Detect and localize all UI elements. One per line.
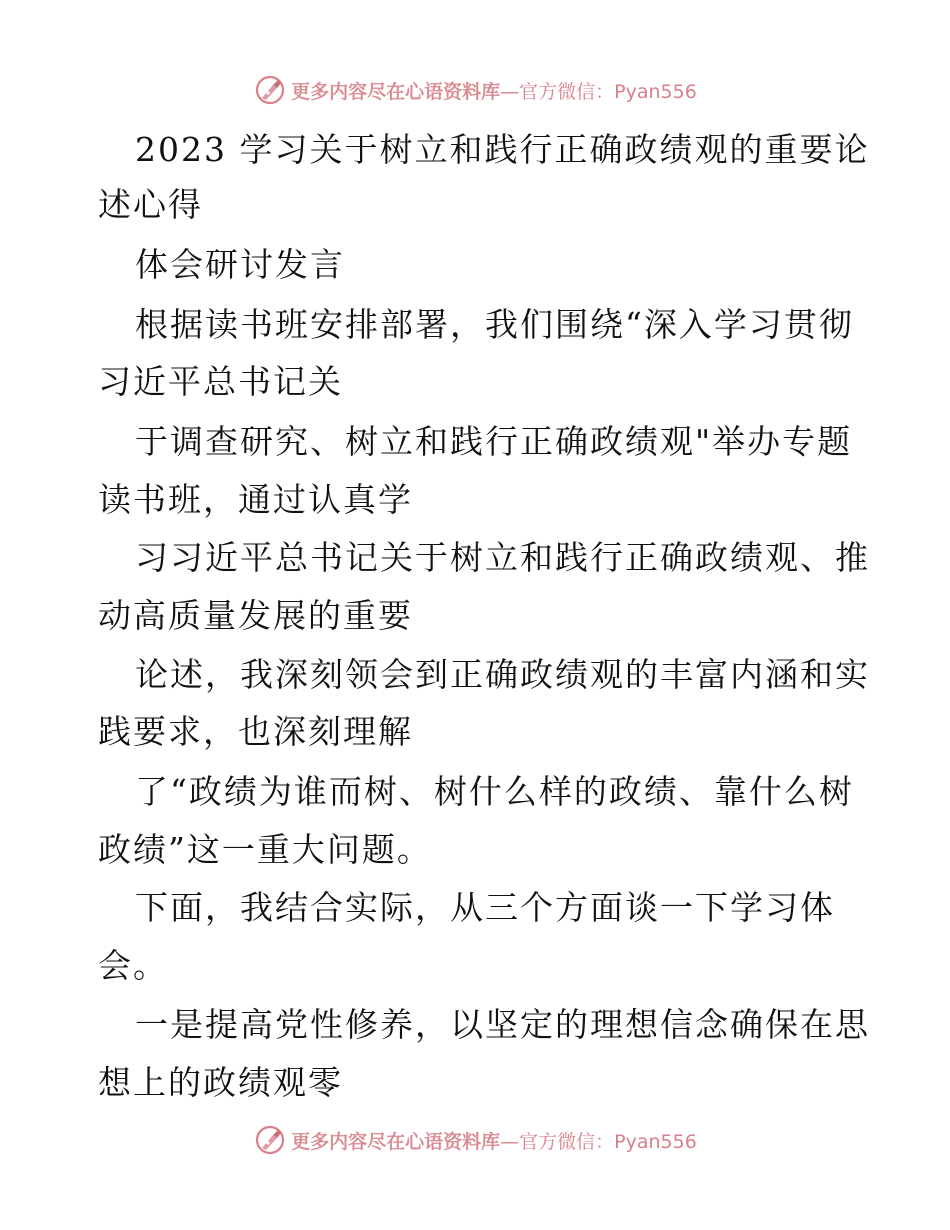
watermark-contact: 官方微信：Pyan556 [519, 80, 697, 103]
watermark-text [291, 77, 697, 104]
watermark-text [291, 1127, 697, 1154]
paragraph-line: 读书班，通过认真学 [98, 480, 413, 519]
title-line-2: 述心得 [98, 185, 203, 224]
title-line-1: 2023 学习关于树立和践行正确政绩观的重要论 [135, 130, 870, 169]
watermark-contact: 官方微信：Pyan556 [519, 1130, 697, 1153]
paragraph-line: 践要求，也深刻理解 [98, 712, 413, 751]
paragraph-line: 政绩”这一重大问题。 [98, 830, 432, 869]
footer-watermark [0, 1120, 950, 1160]
subtitle-line: 体会研讨发言 [135, 245, 345, 284]
paragraph-line: 下面，我结合实际，从三个方面谈一下学习体 [135, 888, 835, 927]
header-watermark [0, 70, 950, 110]
watermark-main-text: 更多内容尽在心语资料库 [291, 1130, 501, 1153]
watermark-main-text: 更多内容尽在心语资料库 [291, 80, 501, 103]
watermark-dash: — [500, 80, 520, 103]
pen-nib-circle-icon [253, 1123, 287, 1157]
paragraph-line: 会。 [98, 946, 168, 985]
paragraph-line: 动高质量发展的重要 [98, 596, 413, 635]
watermark-dash: — [500, 1130, 520, 1153]
paragraph-line: 根据读书班安排部署，我们围绕“深入学习贯彻 [135, 305, 854, 344]
paragraph-line: 习习近平总书记关于树立和践行正确政绩观、推 [135, 538, 870, 577]
paragraph-line: 习近平总书记关 [98, 362, 343, 401]
paragraph-line: 想上的政绩观零 [98, 1063, 343, 1102]
paragraph-line: 于调查研究、树立和践行正确政绩观"举办专题 [135, 422, 853, 461]
pen-nib-circle-icon [253, 73, 287, 107]
paragraph-line: 了“政绩为谁而树、树什么样的政绩、靠什么树 [135, 772, 854, 811]
paragraph-line: 论述，我深刻领会到正确政绩观的丰富内涵和实 [135, 655, 870, 694]
paragraph-line: 一是提高党性修养，以坚定的理想信念确保在思 [135, 1005, 870, 1044]
